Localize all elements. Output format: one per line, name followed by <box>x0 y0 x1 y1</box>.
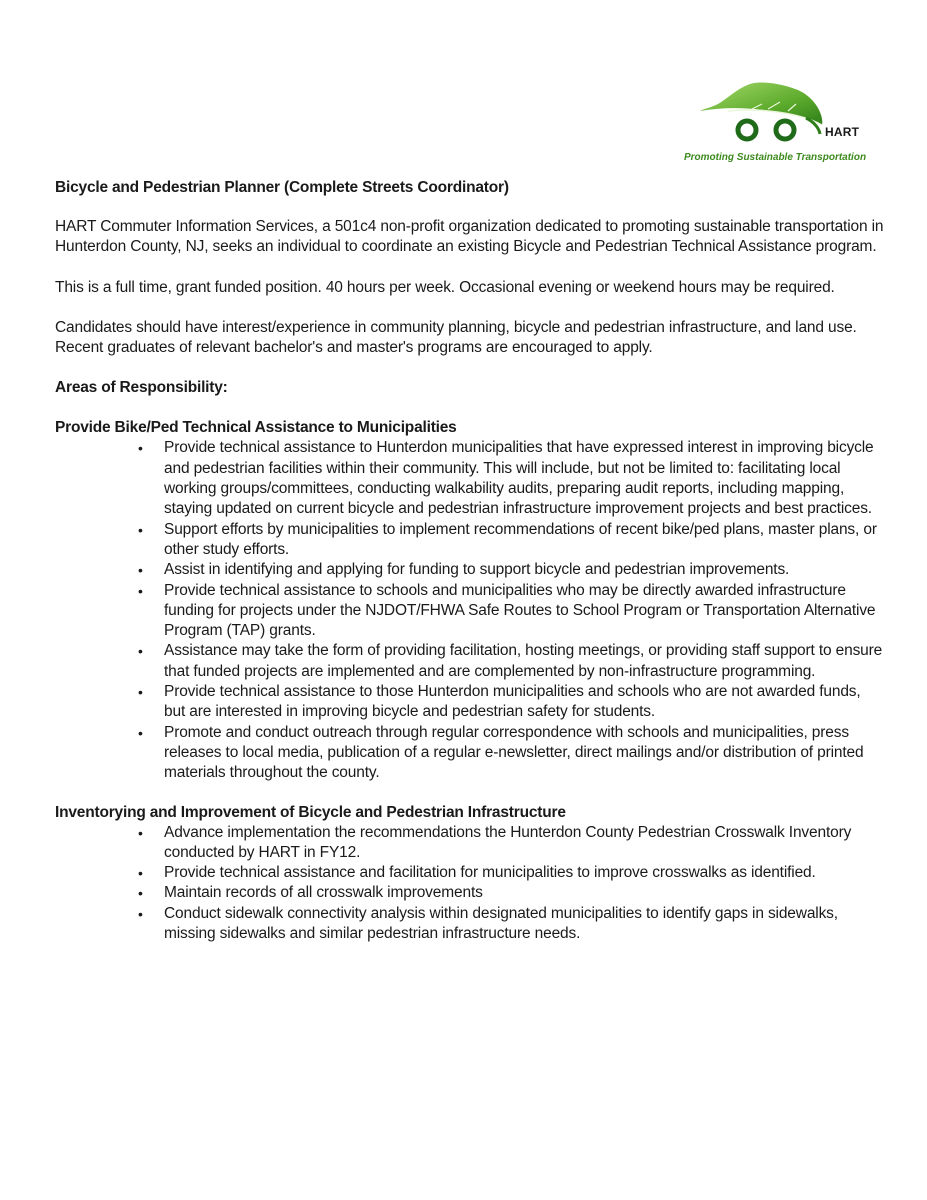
bullet-icon: • <box>138 521 143 538</box>
bullet-icon: • <box>138 643 143 660</box>
bullet-icon: • <box>138 562 143 579</box>
brand-name: HART <box>825 125 860 139</box>
hart-logo <box>684 78 878 170</box>
bullet-icon: • <box>138 724 143 741</box>
list-item: • Provide technical assistance to schools and municipalities who may be directly awarded infrastructure funding for projects under the NJDOT/FHWA Safe Routes to School Program or Transportation Alternative Program (TAP) grants. <box>138 581 876 640</box>
candidates-paragraph: Candidates should have interest/experience in community planning, bicycle and pedestrian infrastructure, and land use. Recent graduates of relevant bachelor's and master's programs are encouraged to apply. <box>55 318 857 357</box>
leaf-car-icon <box>688 78 878 153</box>
list-item: • Provide technical assistance to those Hunterdon municipalities and schools who are not awarded funds, but are interested in improving bicycle and pedestrian safety for students. <box>138 683 861 721</box>
list-item: • Assist in identifying and applying for funding to support bicycle and pedestrian improvements. <box>164 560 885 580</box>
list-item: • Conduct sidewalk connectivity analysis within designated municipalities to identify gaps in sidewalks, missing sidewalks and similar pedestrian infrastructure needs. <box>138 904 838 943</box>
areas-heading: Areas of Responsibility: <box>55 379 228 397</box>
list-item: • Advance implementation the recommendations the Hunterdon County Pedestrian Crosswalk Inventory conducted by HART in FY12. <box>138 823 852 861</box>
list-item: • Provide technical assistance and facilitation for municipalities to improve crosswalks as identified. <box>164 863 885 883</box>
job-title: Bicycle and Pedestrian Planner (Complete Streets Coordinator) <box>55 179 509 196</box>
bullet-icon: • <box>138 824 143 841</box>
position-paragraph: This is a full time, grant funded position. 40 hours per week. Occasional evening or weekend hours may be required. <box>55 278 835 296</box>
bullet-icon: • <box>138 582 143 599</box>
list-item: • Assistance may take the form of providing facilitation, hosting meetings, or providing staff support to ensure that funded projects are implemented and are complemented by non-infrastructure programming. <box>138 642 883 680</box>
section-heading-technical-assistance: Provide Bike/Ped Technical Assistance to Municipalities <box>55 419 457 437</box>
bullet-icon: • <box>138 905 143 922</box>
bullet-icon: • <box>138 440 143 457</box>
section-heading-infrastructure: Inventorying and Improvement of Bicycle and Pedestrian Infrastructure <box>55 803 566 821</box>
list-item: • Support efforts by municipalities to implement recommendations of recent bike/ped plans, master plans, or other study efforts. <box>138 520 877 558</box>
technical-assistance-list <box>55 438 885 783</box>
brand-tagline: Promoting Sustainable Transportation <box>684 152 867 163</box>
infrastructure-list <box>55 823 885 945</box>
intro-paragraph: HART Commuter Information Services, a 501c4 non-profit organization dedicated to promoting sustainable transportation in Hunterdon County, NJ, seeks an individual to coordinate an existing Bicycle and Pedestrian Technical Assistance program. <box>55 218 884 256</box>
bullet-icon: • <box>138 684 143 701</box>
bullet-icon: • <box>138 885 143 902</box>
job-posting <box>55 178 885 963</box>
list-item: • Promote and conduct outreach through regular correspondence with schools and municipalities, press releases to local media, publication of a regular e-newsletter, direct mailings and/or distribution of printed materials throughout the county. <box>138 723 864 782</box>
bullet-icon: • <box>138 865 143 882</box>
list-item: • Maintain records of all crosswalk improvements <box>164 883 885 903</box>
list-item: • Provide technical assistance to Hunterdon municipalities that have expressed interest in improving bicycle and pedestrian facilities within their community. This will include, but not be limited to: facilitating local working groups/committees, conducting walkability audits, preparing audit reports, including mapping, staying updated on current bicycle and pedestrian infrastructure improvement projects and best practices. <box>138 439 874 518</box>
